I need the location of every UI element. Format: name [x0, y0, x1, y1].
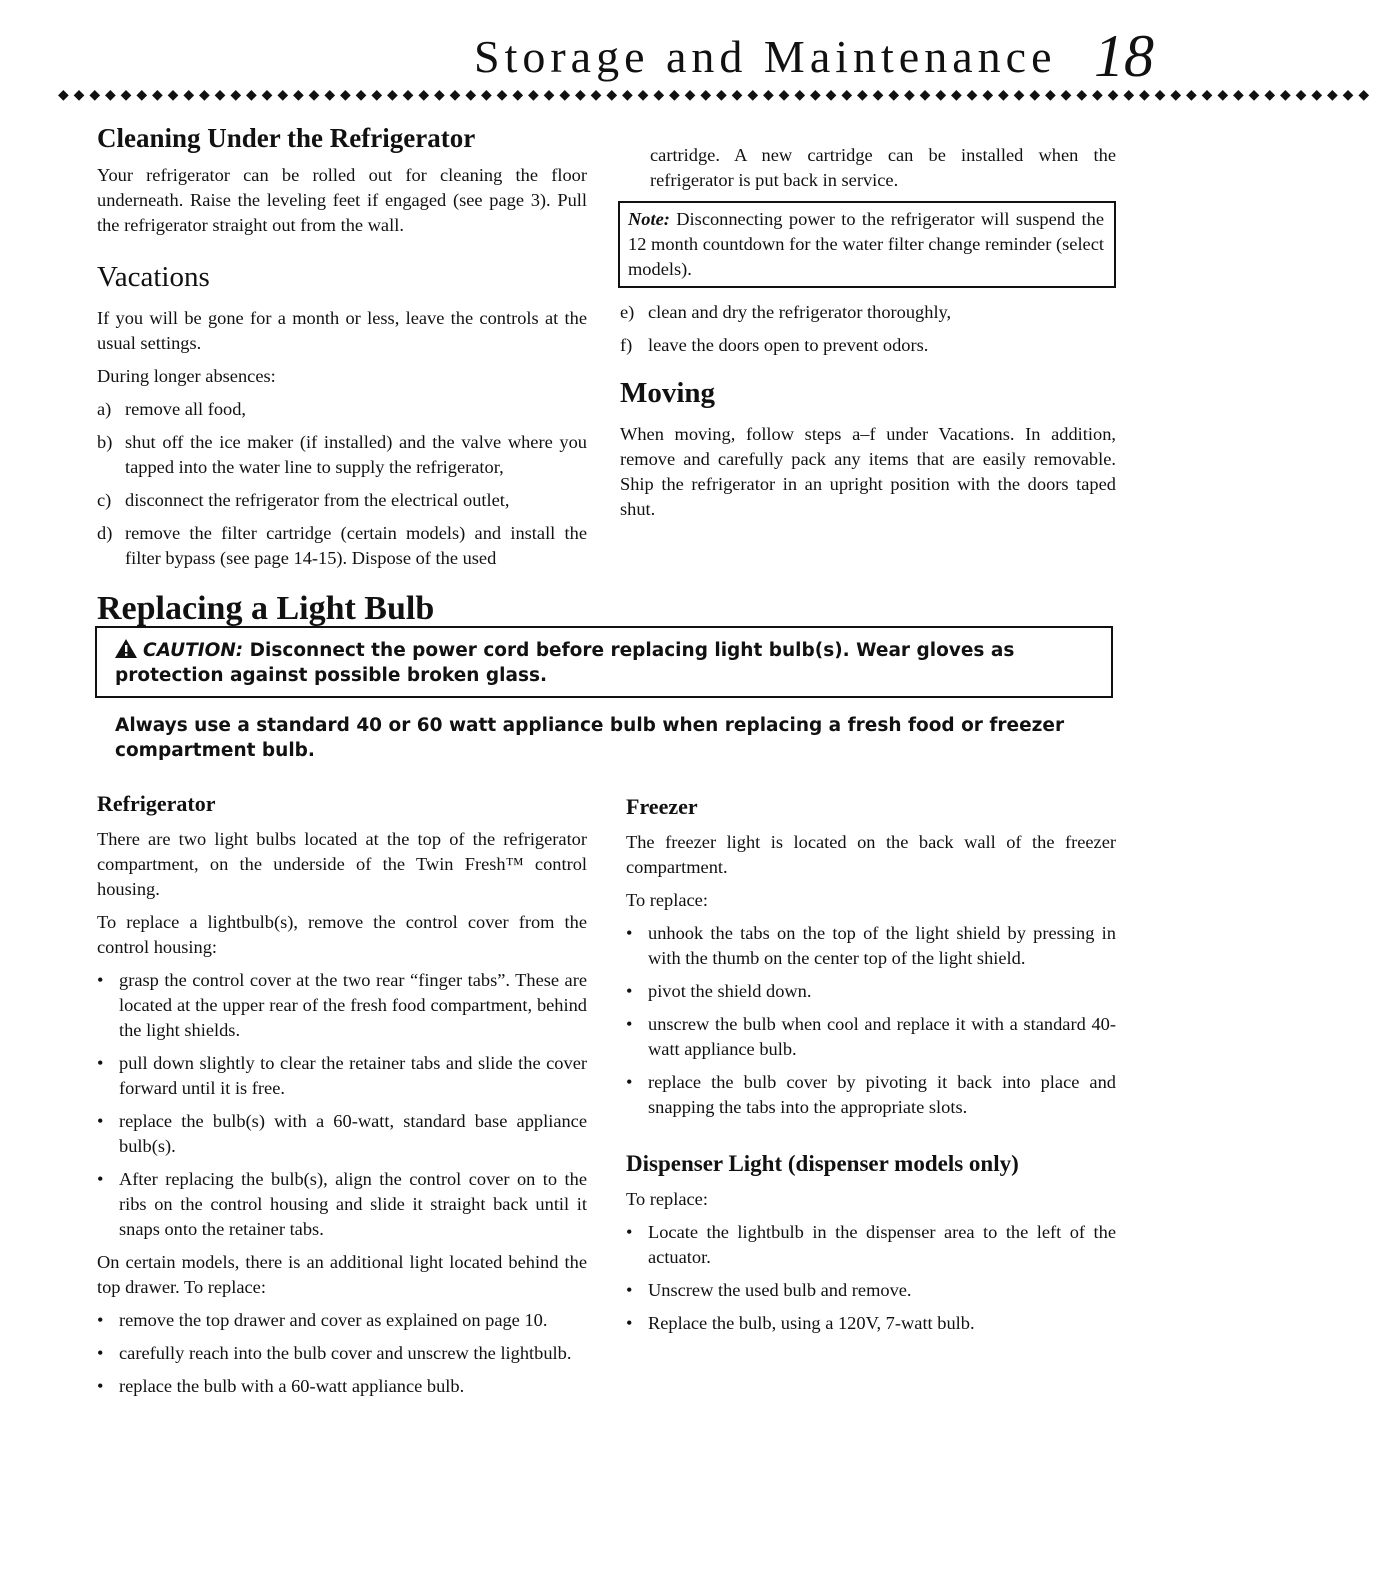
left-column-upper [97, 121, 587, 579]
freezer-section [626, 793, 1116, 1344]
moving-heading: Moving [620, 377, 716, 409]
note-label: Note: [628, 209, 670, 229]
list-item: • replace the bulb(s) with a 60-watt, standard base appliance bulb(s). [97, 1111, 587, 1156]
cleaning-body: Your refrigerator can be rolled out for cleaning the floor underneath. Raise the leveling feet if engaged (see page 3). Pull the refrigerator straight out from the wall. [97, 165, 587, 235]
refrigerator-p2: To replace a lightbulb(s), remove the control cover from the control housing: [97, 912, 587, 957]
freezer-p2: To replace: [626, 890, 708, 910]
freezer-bullets [626, 921, 1116, 1120]
freezer-heading: Freezer [626, 794, 698, 819]
cleaning-heading: Cleaning Under the Refrigerator [97, 123, 476, 153]
list-item: • replace the bulb with a 60-watt appliance bulb. [97, 1376, 465, 1396]
list-item: • pull down slightly to clear the retainer tabs and slide the cover forward until it is free. [97, 1053, 587, 1098]
vacations-p2: During longer absences: [97, 366, 276, 386]
list-item: • grasp the control cover at the two rear “finger tabs”. These are located at the upper rear of the fresh food compartment, behind the light shields. [97, 970, 587, 1040]
list-item: • unhook the tabs on the top of the light shield by pressing in with the thumb on the center top of the light shield. [626, 923, 1116, 968]
diamond-rule: ◆◆◆◆◆◆◆◆◆◆◆◆◆◆◆◆◆◆◆◆◆◆◆◆◆◆◆◆◆◆◆◆◆◆◆◆◆◆◆◆◆◆◆◆◆◆◆◆◆◆◆◆◆◆◆◆◆◆◆◆◆◆◆◆◆◆◆◆◆◆◆◆◆◆◆◆◆◆◆◆◆◆◆◆ [58, 88, 1374, 103]
list-item: • replace the bulb cover by pivoting it back into place and snapping the tabs into the appropriate slots. [626, 1072, 1116, 1117]
list-item: • Unscrew the used bulb and remove. [626, 1280, 912, 1300]
page-title: Storage and Maintenance [474, 31, 1057, 82]
vacations-heading: Vacations [97, 261, 210, 293]
list-item: • After replacing the bulb(s), align the control cover on to the ribs on the control housing and slide it straight back until it snaps onto the retainer tabs. [97, 1169, 587, 1239]
vacations-list [97, 397, 587, 571]
caution-text: Disconnect the power cord before replacing light bulb(s). Wear gloves as protection against possible broken glass. [115, 640, 1015, 686]
list-item: • Replace the bulb, using a 120V, 7-watt bulb. [626, 1313, 975, 1333]
refrigerator-section [97, 790, 587, 1407]
dispenser-bullets [626, 1220, 1116, 1336]
list-item: a) remove all food, [97, 399, 247, 419]
dispenser-p1: To replace: [626, 1189, 708, 1209]
refrigerator-bullets [97, 968, 587, 1242]
list-item: d) remove the filter cartridge (certain models) and install the filter bypass (see page 14-15). Dispose of the used [97, 523, 587, 568]
list-item: • carefully reach into the bulb cover and unscrew the lightbulb. [97, 1343, 572, 1363]
page-number: 18 [1094, 23, 1154, 89]
refrigerator-p1: There are two light bulbs located at the top of the refrigerator compartment, on the underside of the Twin Fresh™ control housing. [97, 829, 587, 899]
continuation-text: cartridge. A new cartridge can be installed when the refrigerator is put back in service. [650, 145, 1116, 190]
list-item: b) shut off the ice maker (if installed) and the valve where you tapped into the water line to supply the refrigerator, [97, 432, 587, 477]
list-item: c) disconnect the refrigerator from the electrical outlet, [97, 490, 510, 510]
list-item: • pivot the shield down. [626, 981, 812, 1001]
caution-label: CAUTION: [143, 640, 244, 661]
note-text: Disconnecting power to the refrigerator will suspend the 12 month countdown for the water filter change reminder (select models). [628, 209, 1104, 279]
list-item: f) leave the doors open to prevent odors. [620, 335, 929, 355]
always-use-note: Always use a standard 40 or 60 watt appliance bulb when replacing a fresh food or freezer compartment bulb. [115, 715, 1065, 761]
refrigerator-p3: On certain models, there is an additional light located behind the top drawer. To replace: [97, 1252, 587, 1297]
right-column-upper [620, 143, 1116, 530]
vacations-list-continued [620, 300, 1116, 358]
vacations-p1: If you will be gone for a month or less, leave the controls at the usual settings. [97, 308, 587, 353]
refrigerator-heading: Refrigerator [97, 791, 216, 816]
caution-box [95, 626, 1113, 698]
freezer-p1: The freezer light is located on the back wall of the freezer compartment. [626, 832, 1116, 877]
moving-body: When moving, follow steps a–f under Vacations. In addition, remove and carefully pack any items that are easily removable. Ship the refrigerator in an upright position with the doors taped shut. [620, 424, 1116, 519]
list-item: e) clean and dry the refrigerator thoroughly, [620, 302, 952, 322]
list-item: • unscrew the bulb when cool and replace it with a standard 40-watt appliance bulb. [626, 1014, 1116, 1059]
note-box [618, 201, 1116, 288]
refrigerator-bullets-2 [97, 1308, 587, 1399]
list-item: • Locate the lightbulb in the dispenser area to the left of the actuator. [626, 1222, 1116, 1267]
dispenser-heading: Dispenser Light (dispenser models only) [626, 1151, 1019, 1176]
light-bulb-heading: Replacing a Light Bulb [97, 590, 435, 627]
warning-triangle-icon [115, 639, 137, 658]
list-item: • remove the top drawer and cover as explained on page 10. [97, 1310, 548, 1330]
